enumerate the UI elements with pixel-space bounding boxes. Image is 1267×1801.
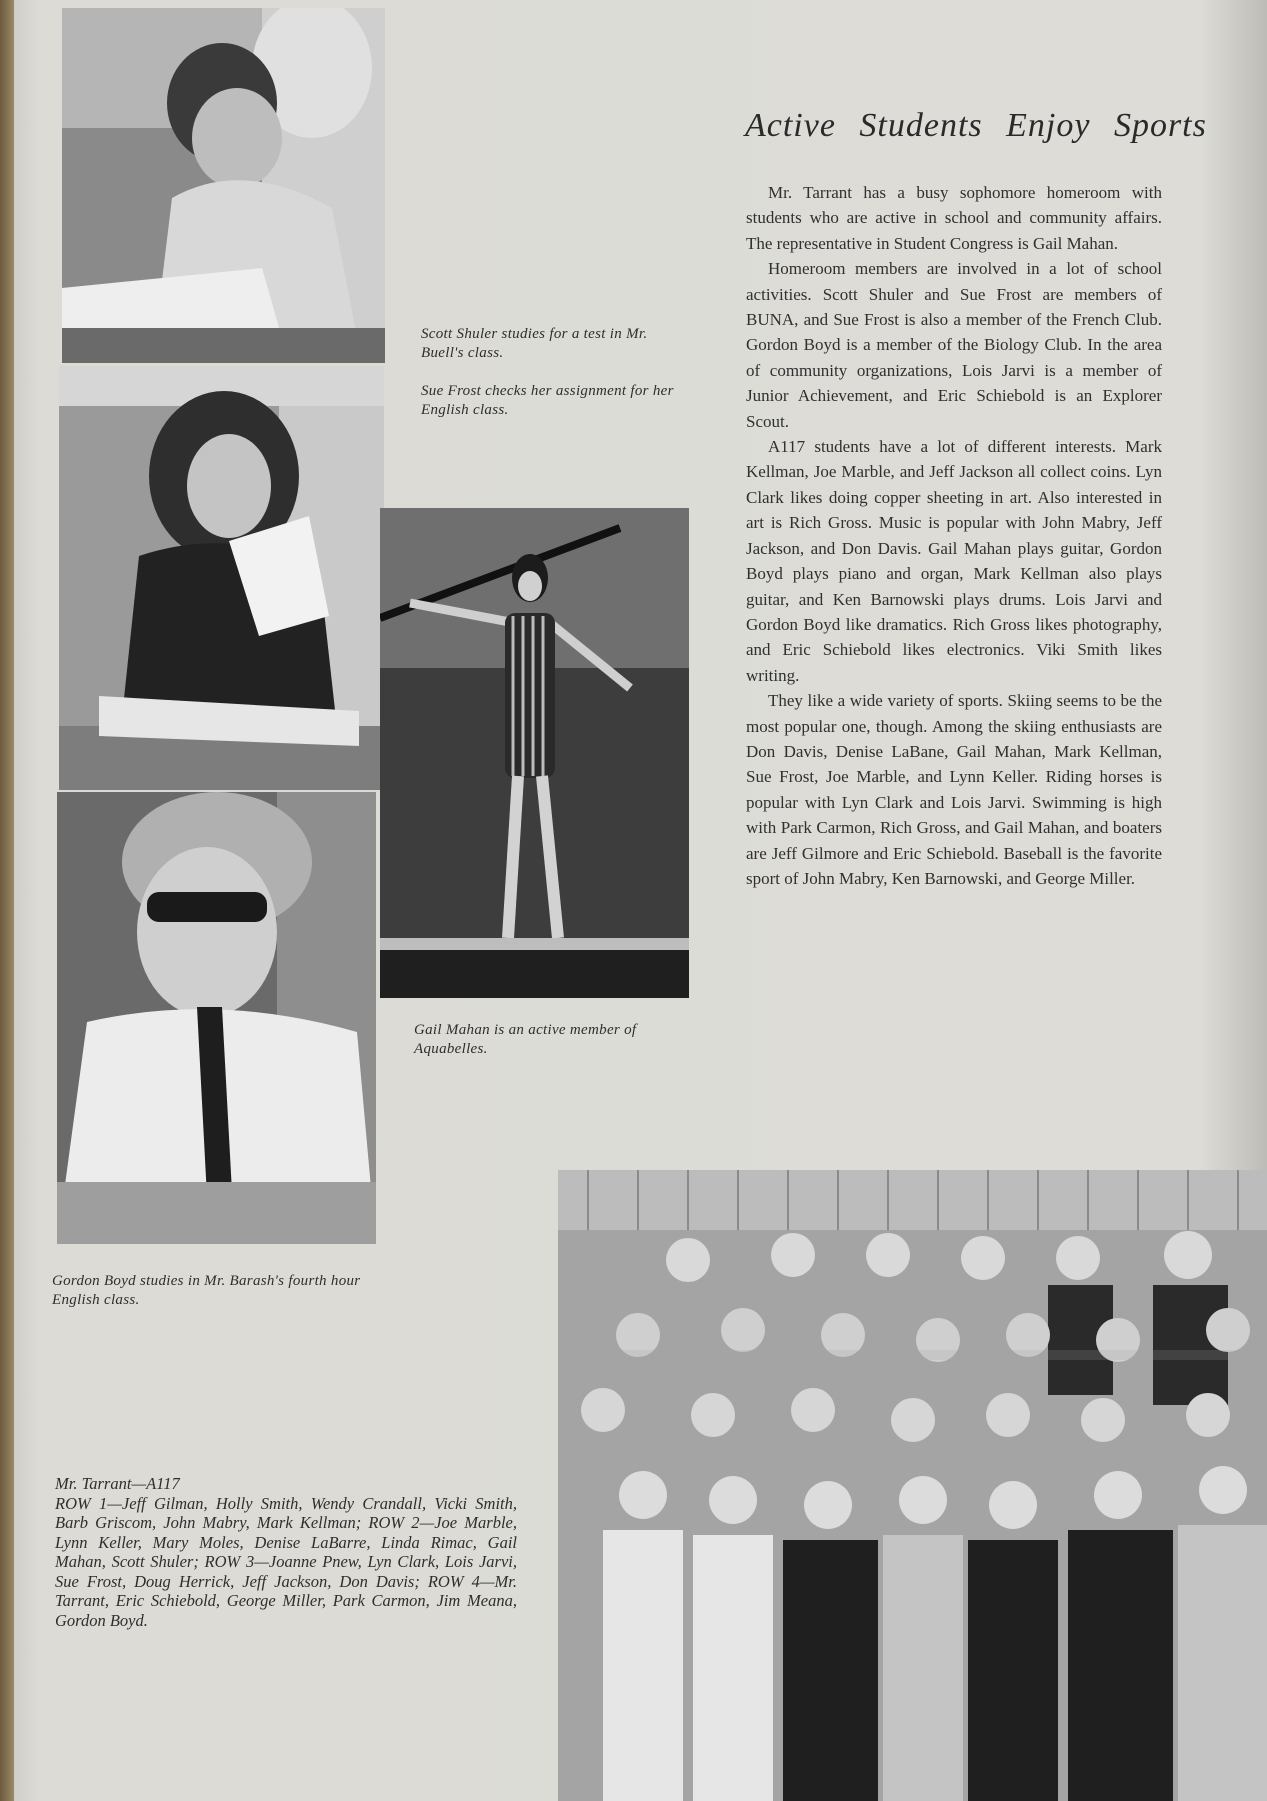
roster-heading: Mr. Tarrant—A117 [55, 1474, 180, 1493]
roster-names: ROW 1—Jeff Gilman, Holly Smith, Wendy Crandall, Vicki Smith, Barb Griscom, John Mabry, Mark Kellman; ROW 2—Joe Marble, Lynn Keller, Mary Moles, Denise LaBarre, Linda Rimac, Gail Mahan, Scott Shuler; ROW 3—Joanne Pnew, Lyn Clark, Lois Jarvi, Sue Frost, Doug Herrick, Jeff Jackson, Don Davis; ROW 4—Mr. Tarrant, Eric Schiebold, George Miller, Park Carmon, Jim Meana, Gordon Boyd. [55, 1493, 517, 1630]
article-body [746, 180, 1162, 891]
caption-column [421, 325, 691, 439]
photo-sue-frost [59, 366, 384, 790]
photo-scott-shuler [62, 8, 385, 363]
photo-gordon-boyd [57, 792, 376, 1244]
caption-gordon-boyd [52, 1272, 382, 1310]
caption-gordon-boyd-text: Gordon Boyd studies in Mr. Barash's fourth hour English class. [52, 1273, 361, 1308]
group-roster [55, 1474, 517, 1630]
article-paragraph: Mr. Tarrant has a busy sophomore homeroom with students who are active in school and community affairs. The representative in Student Congress is Gail Mahan. [746, 183, 1162, 253]
article-paragraph: A117 students have a lot of different interests. Mark Kellman, Joe Marble, and Jeff Jackson all collect coins. Lyn Clark likes doing copper sheeting in art. Also interested in art is Rich Gross. Music is popular with John Mabry, Jeff Jackson, and Don Davis. Gail Mahan plays guitar, Gordon Boyd plays piano and organ, Mark Kellman also plays guitar, and Ken Barnowski plays drums. Lois Jarvi and Gordon Boyd like dramatics. Rich Gross likes photography, and Eric Schiebold likes electronics. Viki Smith likes writing. [746, 437, 1162, 685]
photo-homeroom-group [558, 1170, 1267, 1801]
caption-sue-frost: Sue Frost checks her assignment for her English class. [421, 383, 674, 418]
page-binding [0, 0, 14, 1801]
caption-gail-mahan-text: Gail Mahan is an active member of Aquabelles. [414, 1022, 637, 1057]
article-paragraph: They like a wide variety of sports. Skiing seems to be the most popular one, though. Among the skiing enthusiasts are Don Davis, Denise LaBane, Gail Mahan, Mark Kellman, Sue Frost, Joe Marble, and Lynn Keller. Riding horses is popular with Lyn Clark and Lois Jarvi. Swimming is high with Park Carmon, Rich Gross, and Gail Mahan, and boaters are Jeff Gilmore and Eric Schiebold. Baseball is the favorite sport of John Mabry, Ken Barnowski, and George Miller. [746, 691, 1162, 888]
article-title: Active Students Enjoy Sports [745, 107, 1207, 144]
caption-scott-shuler: Scott Shuler studies for a test in Mr. Buell's class. [421, 326, 648, 361]
article-paragraph: Homeroom members are involved in a lot of school activities. Scott Shuler and Sue Frost are members of BUNA, and Sue Frost is also a member of the French Club. Gordon Boyd is a member of the Biology Club. In the area of community organizations, Lois Jarvi is a member of Junior Achievement, and Eric Schiebold is an Explorer Scout. [746, 259, 1162, 431]
caption-gail-mahan [414, 1021, 689, 1059]
photo-gail-mahan [380, 508, 689, 998]
